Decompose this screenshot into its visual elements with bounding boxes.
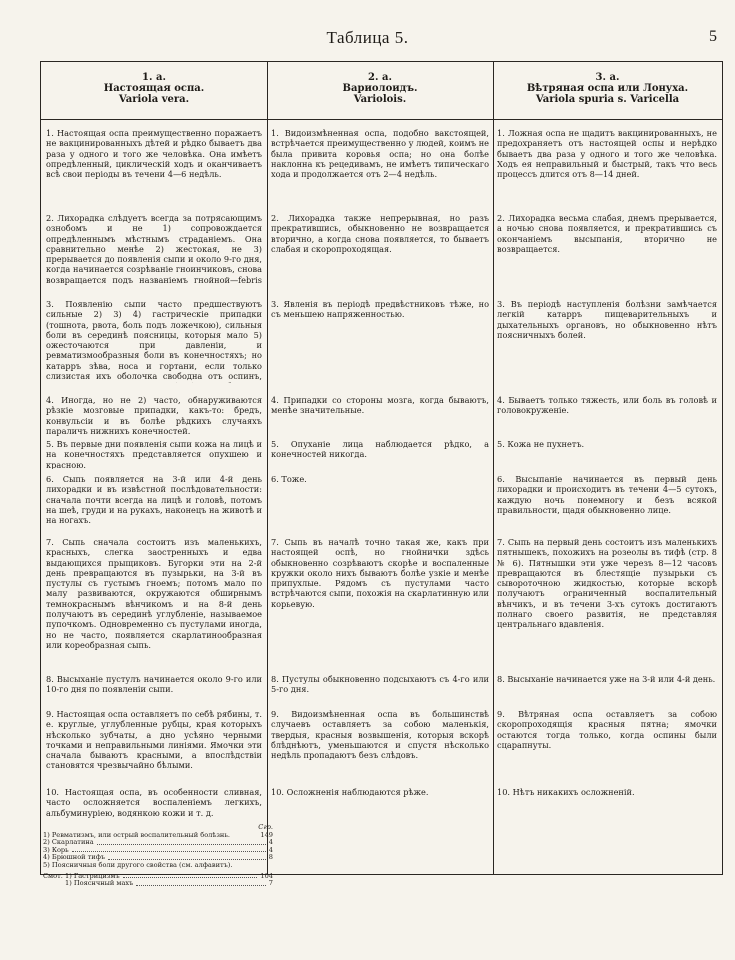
page-title: Таблица 5.: [326, 28, 409, 47]
page-number: 5: [709, 28, 717, 45]
column-header-varicella: [493, 72, 722, 105]
cell-vera-row-8: 8. Высыханіе пустулъ начинается около 9-го или 10-го дня по появленіи сыпи.: [46, 674, 262, 695]
footnote-see-label: Смот.: [43, 871, 63, 880]
cell-varicella-row-8: 8. Высыханіе начинается уже на 3-й или 4-й день.: [497, 674, 716, 684]
cell-varicella-row-10: 10. Нѣтъ никакихъ осложненій.: [497, 787, 635, 797]
column-title: Вѣтряная оспа или Лонуха.: [526, 83, 689, 94]
header-divider: [41, 119, 722, 120]
cell-variolois-row-6: 6. Тоже.: [271, 474, 307, 484]
footnote-page-header: Сгр.: [258, 823, 273, 831]
column-latin-title: Variola spuria s. Varicella: [535, 94, 680, 105]
cell-vera-row-7: 7. Сыпь сначала состоитъ изъ маленькихъ, красныхъ, слегка заостренныхъ и едва выдающихся прыщиковъ. Бугорки эти на 2-й день превращаются въ пузырьки, на 3-й въ пустулы съ густымъ гноемъ; потомъ мало по малу развиваются, окружаются обширнымъ темнокраснымъ вѣнчикомъ и на 8-й день получаютъ въ серединѣ углубленіе, называемое пупочкомъ. Одновременно съ пустулами иногда, но не часто, появляется скарлатинообразная или кореобразная сыпь.: [46, 537, 262, 650]
column-divider: [493, 62, 494, 874]
footnote-label: 1) Пояснчный махъ: [65, 879, 134, 888]
footnote-leader: [72, 847, 266, 853]
column-number: 3. а.: [595, 72, 620, 83]
cell-vera-row-4: 4. Иногда, но не 2) часто, обнаруживаются рѣзкіе мозговые припадки, какъ-то: бредъ, конвульсіи и въ болѣе рѣдкихъ случаяхъ параличъ нижнихъ конечностей.: [46, 395, 262, 436]
cell-variolois-row-8: 8. Пустулы обыкновенно подсыхаютъ съ 4-го или 5-го дня.: [271, 674, 489, 695]
cell-vera-row-2: 2. Лихорадка слѣдуетъ всегда за потрясающимъ ознобомъ и не 1) сопровождается опредѣленнымъ мѣстнымъ страданіемъ. Она сравнительно менѣе 2) жестокая, не 3) прерывается до появленія сыпи и около 9-го дня, когда начинается созрѣваніе гноинчиковъ, снова возвращается подъ названіемъ гнойной—febris: [46, 213, 262, 285]
footnote-page: 4: [268, 838, 273, 847]
cell-varicella-row-7: 7. Сыпь на первый день состоитъ изъ маленькихъ пятнышекъ, похожихъ на розеолы въ тифѣ (стр. 8 № 6). Пятнышки эти уже черезъ 8—12 часовъ превращаются въ блестящіе пузырьки съ сывороточною жидкостью, которые вскорѣ получаютъ ограниченный воспалительный вѣнчикъ, и въ течени 3-хъ сутокъ достигаютъ полнаго своего развитія, не представляя центральнаго вдавленія.: [497, 537, 717, 630]
cell-vera-row-9: 9. Настоящая оспа оставляетъ по себѣ рябины, т. е. круглые, углубленные рубцы, края которыхъ нѣсколько зубчаты, а дно усѣяно черными точками и неправильными линіями. Ямочки эти сначала бываютъ красными, а впослѣдствіи становятся чрезвычайно бѣлыми.: [46, 709, 262, 771]
footnote-label: 2) Скарлатина: [43, 838, 94, 847]
cell-varicella-row-6: 6. Высыпаніе начинается въ первый день лихорадки и происходитъ въ течени 4—5 сутокъ, каждую ночь понемногу и безъ всякой правильности, щадя обыкновенно лице.: [497, 474, 717, 515]
footnote-item: [43, 839, 273, 847]
footnote-label: 3) Корь: [43, 845, 69, 854]
footnote-leader: [97, 839, 266, 845]
cell-variolois-row-2: 2. Лихорадка также непрерывная, но разъ прекратившись, обыкновенно не возвращается вторично, а когда снова появляется, то бываетъ слабая и скоропроходящая.: [271, 213, 489, 254]
cell-vera-row-10: 10. Настоящая оспа, въ особенности сливная, часто осложняется воспаленіемъ легкихъ, альбуминуріею, водянкою кожи и т. д.: [46, 787, 262, 818]
cell-varicella-row-1: 1. Ложная оспа не щадитъ вакцинированныхъ, не предохраняетъ отъ настоящей оспы и нерѣдко бываетъ два раза у одного и того же человѣка. Ходъ ея неправильный и быстрый, такъ что весь процессъ длится отъ 8—14 дней.: [497, 128, 717, 180]
footnote-label: 1) Ревматизмъ, или острый воспалительный болѣзнь.: [43, 830, 231, 839]
column-latin-title: Variolois.: [353, 94, 407, 105]
cell-variolois-row-10: 10. Осложненія наблюдаются рѣже.: [271, 787, 429, 797]
footnote-page: 7: [268, 879, 273, 888]
cell-variolois-row-9: 9. Видоизмѣненная оспа въ большинствѣ случаевъ оставляетъ за собою маленькія, твердыя, красныя возвышенія, которыя вскорѣ блѣднѣютъ, уменьшаются и спустя нѣсколько недѣль пропадаютъ безъ слѣдовъ.: [271, 709, 489, 761]
footnote-see-item: [43, 880, 273, 888]
footnote-label: 4) Брюшной тифъ: [43, 853, 106, 862]
cell-vera-row-3: 3. Появленію сыпи часто предшествуютъ сильные 2) 3) 4) гастрическіе припадки (тошнота, рвота, боль подъ ложечкою), сильныя боли въ серединѣ поясницы, которыя мало 5) ожесточаются при давленіи, и ревматизмообразныя боли въ конечностяхъ; но катарръ зѣва, носа и гортани, если только слизистая ихъ оболочка свободна отъ оспинъ,: [46, 299, 262, 382]
footnote-page: 8: [268, 853, 273, 862]
column-header-variola-vera: [41, 72, 267, 105]
cell-varicella-row-9: 9. Вѣтряная оспа оставляетъ за собою скоропроходящія красныя пятна; ямочки остаются тогда только, когда оспины были сцарапнуты.: [497, 709, 717, 750]
cell-variolois-row-7: 7. Сыпь въ началѣ точно такая же, какъ при настоящей оспѣ, но гнойнички здѣсь обыкновенно созрѣваютъ скорѣе и воспаленные кружки около нихъ бываютъ болѣе узкіе и менѣе припухлые. Рядомъ съ пустулами часто встрѣчаются сыпи, похожія на скарлатинную или корьевую.: [271, 537, 489, 609]
footnote-leader: [123, 873, 258, 879]
cell-varicella-row-2: 2. Лихорадка весьма слабая, днемъ прерывается, а ночью снова появляется, и прекратившись съ окончаніемъ высыпанія, вторично не возвращается.: [497, 213, 717, 254]
cell-varicella-row-3: 3. Въ періодѣ наступленія болѣзни замѣчается легкій катарръ пищеварительныхъ и дыхательныхъ органовъ, но обыкновенно нѣтъ поясничныхъ болей.: [497, 299, 717, 340]
column-header-variolois: [267, 72, 493, 105]
cell-variolois-row-3: 3. Явленія въ періодѣ предвѣстниковъ тѣже, но съ меньшею напряженностью.: [271, 299, 489, 320]
cell-vera-row-5: 5. Въ первые дни появленія сыпи кожа на лицѣ и на конечностяхъ представляется опухшею и красною.: [46, 439, 262, 469]
cell-varicella-row-5: 5. Кожа не пухнетъ.: [497, 439, 585, 449]
footnote-page: 4: [268, 845, 273, 854]
column-number: 2. а.: [368, 72, 392, 83]
footnote-leader: [136, 880, 265, 886]
column-title: Настоящая оспа.: [103, 83, 205, 94]
footnote-leader: [108, 854, 266, 860]
column-title: Вариолоидъ.: [342, 83, 418, 94]
cell-variolois-row-5: 5. Опуханіе лица наблюдается рѣдко, а конечностей никогда.: [271, 439, 489, 460]
cell-variolois-row-4: 4. Припадки со стороны мозга, когда бываютъ, менѣе значительные.: [271, 395, 489, 416]
column-number: 1. а.: [142, 72, 166, 83]
column-latin-title: Variola vera.: [118, 94, 190, 105]
cell-variolois-row-1: 1. Видоизмѣненная оспа, подобно вакстоящей, встрѣчается преимущественно у людей, коимъ не была привита коровья оспа; но она болѣе наклонна къ рецедивамъ, не имѣетъ типическаго хода и продолжается отъ 2—4 недѣль.: [271, 128, 489, 180]
comparison-table: [40, 61, 723, 888]
footnote-label: 5) Поясничныя боли другого свойства (см. алфавитъ).: [43, 860, 233, 869]
footnotes: [43, 824, 273, 888]
footnote-page: 149: [260, 830, 273, 839]
footnote-item: [43, 862, 273, 870]
column-divider: [267, 62, 268, 874]
cell-varicella-row-4: 4. Бываетъ только тяжесть, или боль въ головѣ и головокруженіе.: [497, 395, 717, 416]
footnote-label: 1) Гастрицизмъ: [65, 871, 120, 880]
cell-vera-row-1: 1. Настоящая оспа преимущественно поражаетъ не вакцинированныхъ дѣтей и рѣдко бываетъ два раза у одного и того же человѣка. Она имѣетъ опредѣленный, циклическій ходъ и оканчиваетъ всѣ свои періоды въ течени 4—6 недѣль.: [46, 128, 262, 180]
cell-vera-row-6: 6. Сыпь появляется на 3-й или 4-й день лихорадки и въ извѣстной послѣдовательности: сначала почти всегда на лицѣ и головѣ, потомъ на шеѣ, груди и на рукахъ, наконецъ на животѣ и на ногахъ.: [46, 474, 262, 526]
footnote-page: 104: [260, 871, 273, 880]
